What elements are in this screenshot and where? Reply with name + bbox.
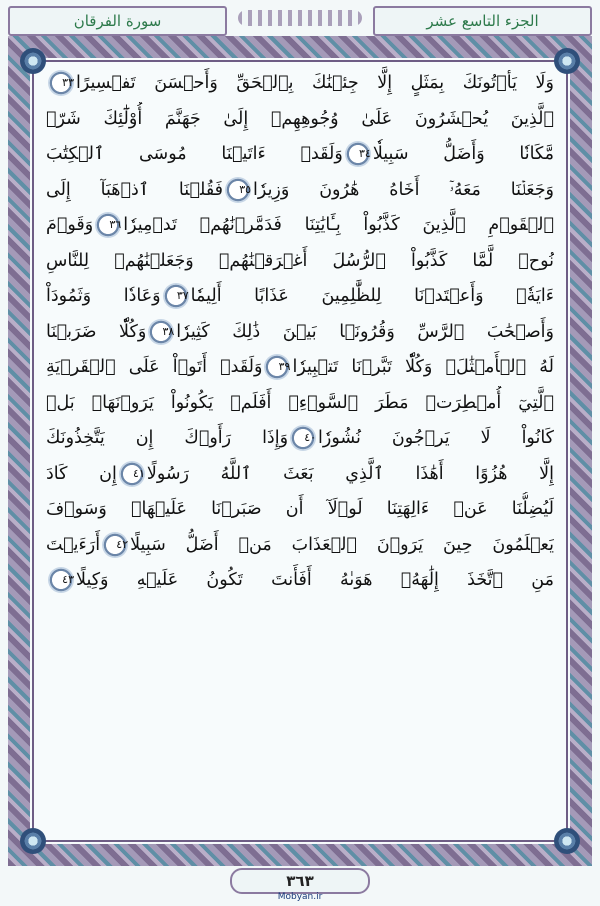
- ayah-number-marker: ٣٩: [264, 354, 290, 380]
- verse-text: وَلَقَدۡ ءَاتَيۡنَا مُوسَى ٱلۡكِتَٰبَ: [46, 144, 343, 164]
- verse-text: إِن كَادَ: [46, 463, 117, 484]
- ayah-number-marker: ٤٢: [102, 532, 128, 558]
- verse-text: مَنِ ٱتَّخَذَ إِلَٰهَهُۥ هَوَىٰهُ أَفَأَنتَ تَكُونُ عَلَيۡهِ وَكِيلًا: [76, 570, 554, 590]
- verse-text: إِلَّا هُزُوًا أَهَٰذَا ٱلَّذِي بَعَثَ ٱللَّهُ رَسُولًا: [146, 463, 554, 484]
- verse-text: وَقَوۡمَ: [46, 215, 94, 235]
- text-line: [46, 137, 554, 173]
- page-footer: [230, 868, 370, 902]
- page-number: ٣٦٣: [230, 868, 370, 894]
- ayah-number-marker: ٣٥: [225, 177, 251, 203]
- verse-text: وَعَادٗا وَثَمُودَاْ: [46, 286, 161, 306]
- text-line: [46, 386, 554, 422]
- ayah-number-marker: ٣٧: [163, 283, 189, 309]
- verse-text: مَّكَانٗا وَأَضَلُّ سَبِيلٗا: [372, 144, 554, 164]
- ayah-number-marker: ٤٠: [290, 425, 316, 451]
- page-header: [8, 4, 592, 34]
- text-line: [46, 173, 554, 209]
- verse-text: وَجَعَلۡنَا مَعَهُۥٓ أَخَاهُ هَٰرُونَ وَزِيرٗا: [253, 179, 554, 200]
- text-line: [46, 208, 554, 244]
- verse-text: ٱلَّذِينَ يُحۡشَرُونَ عَلَىٰ وُجُوهِهِمۡ إِلَىٰ جَهَنَّمَ أُوْلَٰٓئِكَ شَرّٞ: [46, 108, 554, 129]
- header-ornament: [238, 10, 362, 26]
- text-line: [46, 492, 554, 528]
- juz-name: الجزء التاسع عشر: [373, 6, 592, 36]
- text-line: [46, 563, 554, 599]
- verse-text: لَهُ ٱلۡأَمۡثَٰلَۖ وَكُلّٗا تَبَّرۡنَا تَتۡبِيرٗا: [292, 357, 554, 377]
- verse-text: وَأَصۡحَٰبَ ٱلرَّسِّ وَقُرُونَۢا بَيۡنَ ذَٰلِكَ كَثِيرٗا: [176, 321, 554, 342]
- text-line: [46, 528, 554, 564]
- corner-ornament-icon: [554, 48, 580, 74]
- verse-text: أَرَءَيۡتَ: [46, 534, 101, 555]
- ayah-number-marker: ٣٣: [48, 70, 74, 96]
- ayah-number-marker: ٣٨: [148, 319, 174, 345]
- verse-text: وَكُلّٗا ضَرَبۡنَا: [46, 321, 147, 342]
- verse-text: نُوحٖ لَّمَّا كَذَّبُواْ ٱلرُّسُلَ أَغۡرَقۡنَٰهُمۡ وَجَعَلۡنَٰهُمۡ لِلنَّاسِ: [46, 250, 554, 271]
- ayah-number-marker: ٣٤: [345, 141, 371, 167]
- ayah-number-marker: ٣٦: [95, 212, 121, 238]
- ayah-number-marker: ٤٣: [48, 567, 74, 593]
- verse-text: ٱلَّتِيٓ أُمۡطِرَتۡ مَطَرَ ٱلسَّوۡءِۚ أَفَلَمۡ يَكُونُواْ يَرَوۡنَهَاۚ بَلۡ: [46, 392, 554, 413]
- verse-text: وَإِذَا رَأَوۡكَ إِن يَتَّخِذُونَكَ: [46, 428, 289, 448]
- verse-text: ءَايَةٗۖ وَأَعۡتَدۡنَا لِلظَّٰلِمِينَ عَذَابًا أَلِيمٗا: [190, 286, 554, 306]
- text-line: [46, 315, 554, 351]
- text-line: [46, 350, 554, 386]
- text-line: [46, 279, 554, 315]
- corner-ornament-icon: [20, 828, 46, 854]
- surah-name: سورة الفرقان: [8, 6, 227, 36]
- corner-ornament-icon: [20, 48, 46, 74]
- verse-text: ٱلۡقَوۡمِ ٱلَّذِينَ كَذَّبُواْ بِـَٔايَٰتِنَا فَدَمَّرۡنَٰهُمۡ تَدۡمِيرٗا: [123, 215, 554, 235]
- verse-text: كَانُواْ لَا يَرۡجُونَ نُشُورٗا: [318, 428, 554, 448]
- quran-text: [46, 66, 554, 836]
- verse-text: وَلَا يَأۡتُونَكَ بِمَثَلٍ إِلَّا جِئۡنَٰكَ بِٱلۡحَقِّ وَأَحۡسَنَ تَفۡسِيرًا: [76, 73, 554, 93]
- verse-text: فَقُلۡنَا ٱذۡهَبَآ إِلَى: [46, 179, 224, 200]
- ayah-number-marker: ٤١: [119, 461, 145, 487]
- text-line: [46, 66, 554, 102]
- text-line: [46, 244, 554, 280]
- text-line: [46, 421, 554, 457]
- text-line: [46, 457, 554, 493]
- verse-text: وَلَقَدۡ أَتَوۡاْ عَلَى ٱلۡقَرۡيَةِ: [46, 357, 263, 377]
- verse-text: لَيُضِلُّنَا عَنۡ ءَالِهَتِنَا لَوۡلَآ أَن صَبَرۡنَا عَلَيۡهَاۚ وَسَوۡفَ: [46, 499, 554, 519]
- corner-ornament-icon: [554, 828, 580, 854]
- verse-text: يَعۡلَمُونَ حِينَ يَرَوۡنَ ٱلۡعَذَابَ مَنۡ أَضَلُّ سَبِيلًا: [130, 534, 554, 555]
- site-watermark: Mobyan.ir: [277, 892, 323, 902]
- text-line: [46, 102, 554, 138]
